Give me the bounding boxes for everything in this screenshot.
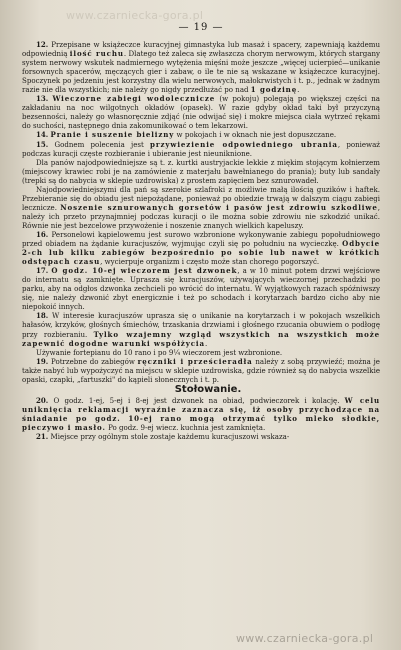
para-text: Po godz. 9-ej wiecz. kuchnia jest zamknięta. [105, 422, 266, 432]
para-number: 17. [36, 266, 49, 276]
paragraph-15-women [22, 185, 380, 230]
para-text: . [204, 338, 208, 348]
emphasis-text: Noszenie sznurowanych gorsetów i pasów jest zdrowiu szkodliwe [60, 202, 378, 212]
para-text: w pokojach i w oknach nie jest dopuszczane. [174, 130, 337, 140]
paragraph-21 [22, 432, 380, 441]
text-column [22, 40, 380, 441]
section-heading: Stołowanie. [174, 383, 242, 395]
paragraph-19 [22, 357, 380, 384]
emphasis-text: Wieczorne zabiegi wodoleczniczе [52, 94, 216, 104]
para-text: , a w 10 minut potem drzwi wejściowe do internatu są zamknięte. Uprasza się kuracjuszów, używających wieczornej przechadzki po parku, aby na odgłos dzwonka zechcieli po wrócić do internatu. W wyjątkowych razach spóźniwszy się, nie należy dzwonić zbyt energicznie i też po schodach i korytarzach bardzo cicho aby nie niepokoić innych. [22, 266, 380, 312]
watermark-top: www.czarniecka-gora.pl [66, 9, 204, 22]
para-text: Godnem polecenia jest [54, 139, 151, 149]
para-text: Najodpowiedniejszymi dla pań są szerokie szlafroki z możliwie małą ilością guzików i haftek. Przebieranie się do obiadu jest niepożądane, ponieważ po obiedzie trwają w dalszym ciągu zabiegi lecznicze. [22, 184, 380, 212]
paragraph-20 [22, 396, 380, 432]
paragraph-14 [22, 130, 380, 139]
page-number: — 19 — [178, 22, 224, 33]
emphasis-text: ręczniki i prześcieradła [137, 356, 253, 366]
para-text: Przepisane w książeczce kuracyjnej gimnastyka lub masaż i spacery, zapewniają każdemu odpowiednią [22, 40, 380, 59]
para-text: , należy ich przeto przynajmniej podczas kuracji o ile można sobie zdrowiu nie szkodzić unikać. Równie nie jest bezcelowe przywożenie i noszenie znanych wielkich kapeluszy. [22, 202, 380, 230]
paragraph-12 [22, 40, 380, 94]
para-number: 12. [36, 40, 49, 49]
para-number: 15. [36, 139, 49, 149]
paragraph-17 [22, 266, 380, 311]
para-text: Potrzebne do zabiegów [51, 356, 138, 366]
para-number: 21. [36, 431, 49, 441]
emphasis-text: 1 godzinę [250, 85, 298, 95]
para-text: Personelowi kąpielowemu jest surowo wzbronione wykonywanie zabiegu popołudniowego przed obiadem na żądanie kuracjuszów, wyjmując czyli się po południu na wycieczkę. [22, 229, 380, 249]
emphasis-text: Pranie i suszenie bielizny [50, 130, 175, 140]
para-text: . Dlatego też zaleca się zwłaszcza chorym nerwowym, których stargany system nerwowy wskutek nadmiernego wytężenia mięśni może jeszcze „więcej ucierpieć—unikanie forsownych spacerów, męczących gier i zabaw, o ile te nie są wskazane w książeczce kuracyjnej. Spoczynek po jedzeniu jest korzystny dla wielu nerwowych, małokrwistych i t. p., jednak w żadnym razie nie dla wszystkich; nie należy go nigdy przedłużać po nad [22, 49, 380, 95]
para-text: , wycierpuje organizm i często może stan chorego pogorszyć. [100, 257, 320, 267]
para-text: Używanie fortepianu do 10 rano i po 9¼ wieczorem jest wzbronione. [36, 347, 283, 357]
watermark-bottom: www.czarniecka-gora.pl [236, 632, 374, 645]
para-number: 16. [36, 229, 49, 239]
para-number: 19. [36, 356, 49, 366]
emphasis-text: O godz. 10-ej wieczorem jest dzwonek [51, 266, 238, 276]
emphasis-text: Tylko wzajemny wzgląd wszystkich na wszystkich może zapewnić dogodne warunki współżycia [22, 329, 381, 348]
para-text: , ponieważ podczas kuracji częste rozbieranie i ubieranie jest nieuniknione. [22, 139, 380, 158]
para-number: 20. [36, 395, 49, 405]
emphasis-text: Odbycie 2-ch lub kilku zabiegów bezpośrednio po sobie lub nawet w krótkich odstępach czasu [22, 239, 380, 267]
paragraph-16 [22, 230, 380, 266]
para-number: 14. [36, 130, 49, 140]
para-text: (w pokoju) polegają po większej części na zakładaniu na noc wilgotnych okładów (opasek). W razie gdyby okład taki był przyczyną bezsenności, należy go własnoręcznie zdjąć (nie odwijać się) i mokre miejsca ciała wytrzeć rękami do suchości, następnego dnia zakomunikować o tem lekarzowi. [22, 94, 380, 131]
emphasis-text: W celu uniknięcia reklamacji wyraźnie zaznacza się, iż osoby przychodzące na śniadanie po godz. 10-ej rano mogą otrzymać tylko mleko słodkie, pieczywo i masło. [22, 395, 380, 432]
paragraph-18-piano [22, 348, 380, 357]
para-text: Miejsce przy ogólnym stole zostaje każdemu kuracjuszowi wskaza- [50, 431, 290, 441]
emphasis-text: ilość ruchu [69, 49, 124, 59]
paragraph-15-men [22, 158, 380, 185]
para-text: należy z sobą przywieźć; można je także nabyć lub wypożyczyć na miejscu w sklepie uzdrowiska, gdzie również są do nabycia wszelkie opaski, czapki, „fartuszki" do kąpieli słonecznych i t. p. [22, 356, 380, 384]
para-text: O godz. 1-ej, 5-ej i 8-ej jest dzwonek na obiad, podwieczorek i kolację. [53, 395, 345, 405]
paragraph-18 [22, 311, 380, 347]
para-number: 13. [36, 94, 49, 104]
para-text: W interesie kuracjuszów uprasza się o unikanie na korytarzach i w pokojach wszelkich hałasów, krzyków, głośnych śmiechów, trzaskania drzwiami i głośnego rzucania obuwiem o podłogę przy rozbieraniu. [22, 311, 380, 339]
para-text: Dla panów najodpowiedniejsze są t. z. kurtki austryjackie lekkie z miękim stojącym kołnierzem (miejscowy krawiec robi je na zamówienie z materjału bawełnianego do prania); buty lub sandały (trepki są do nabycia w sklepie uzdrowiska) z prostem zapięciem bez sznurowadeł. [22, 157, 380, 185]
para-number: 18. [36, 311, 49, 321]
paragraph-13 [22, 94, 380, 130]
para-text: . [297, 85, 300, 95]
paragraph-15 [22, 140, 380, 158]
emphasis-text: przywiezienie odpowiedniego ubrania [150, 139, 338, 149]
